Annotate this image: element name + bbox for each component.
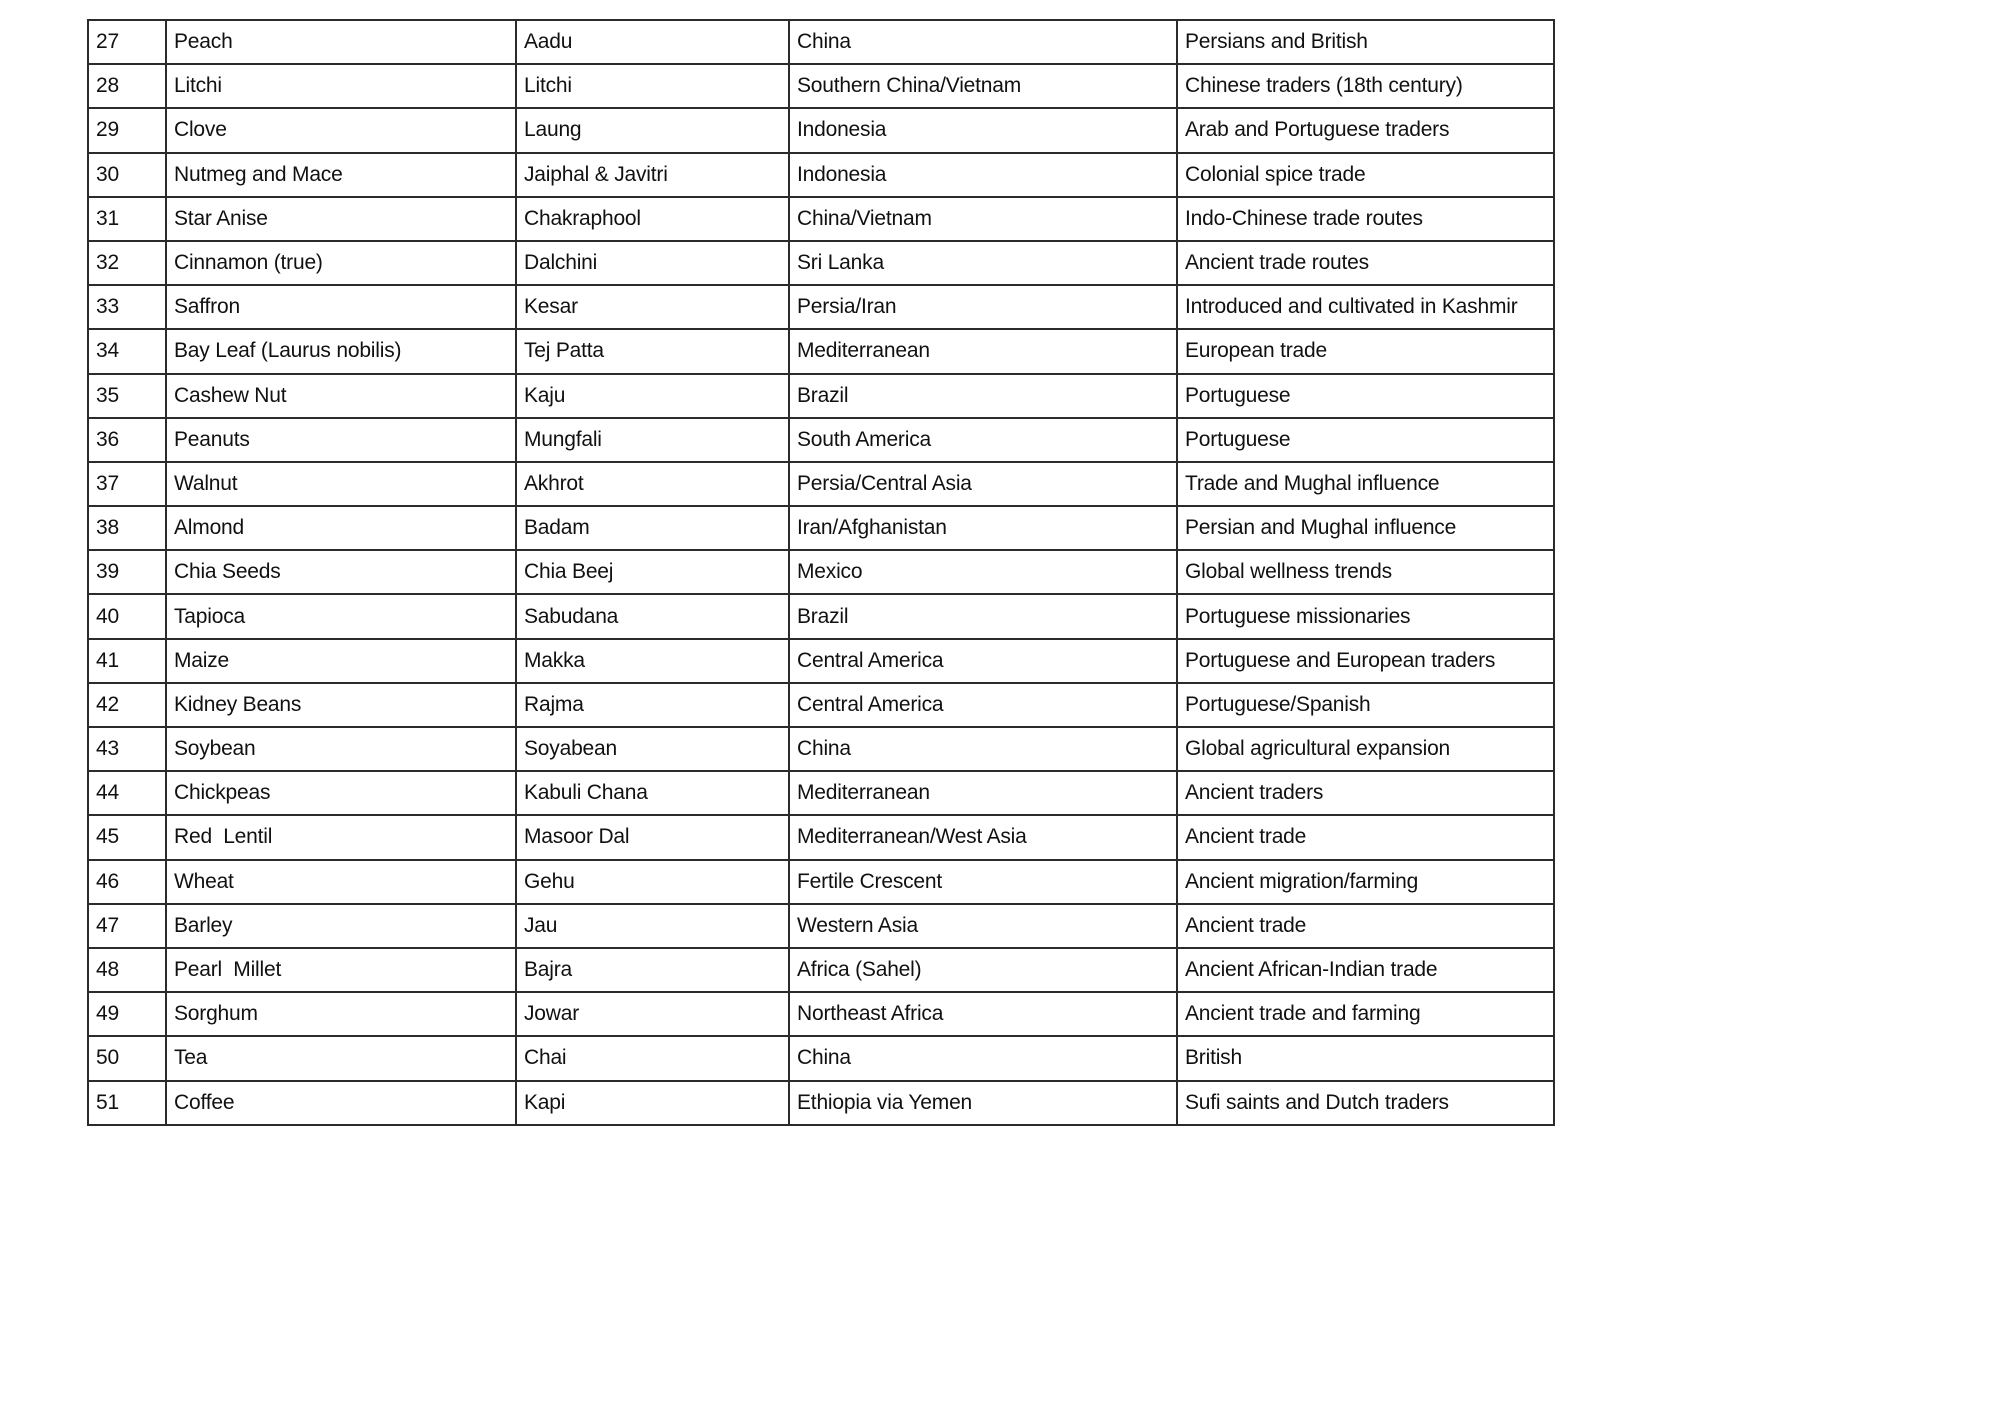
table-row (88, 329, 1554, 373)
crop-name-cell: Walnut (166, 462, 516, 506)
table-row (88, 20, 1554, 64)
crops-table (87, 19, 1555, 1126)
row-number-cell: 34 (88, 329, 166, 373)
origin-cell: China (789, 1036, 1177, 1080)
crop-name-cell: Cinnamon (true) (166, 241, 516, 285)
origin-cell: Persia/Iran (789, 285, 1177, 329)
row-number-cell: 48 (88, 948, 166, 992)
local-name-cell: Jowar (516, 992, 789, 1036)
local-name-cell: Mungfali (516, 418, 789, 462)
table-row (88, 506, 1554, 550)
introduced-by-cell: Global wellness trends (1177, 550, 1554, 594)
crop-name-cell: Wheat (166, 860, 516, 904)
row-number-cell: 27 (88, 20, 166, 64)
origin-cell: Mediterranean (789, 329, 1177, 373)
origin-cell: Persia/Central Asia (789, 462, 1177, 506)
table-row (88, 285, 1554, 329)
introduced-by-cell: Persian and Mughal influence (1177, 506, 1554, 550)
introduced-by-cell: Ancient trade (1177, 815, 1554, 859)
table-row (88, 550, 1554, 594)
table-row (88, 815, 1554, 859)
local-name-cell: Kaju (516, 374, 789, 418)
introduced-by-cell: Ancient migration/farming (1177, 860, 1554, 904)
row-number-cell: 36 (88, 418, 166, 462)
introduced-by-cell: Portuguese/Spanish (1177, 683, 1554, 727)
local-name-cell: Akhrot (516, 462, 789, 506)
origin-cell: Africa (Sahel) (789, 948, 1177, 992)
table-row (88, 64, 1554, 108)
local-name-cell: Laung (516, 108, 789, 152)
origin-cell: Ethiopia via Yemen (789, 1081, 1177, 1125)
origin-cell: Fertile Crescent (789, 860, 1177, 904)
introduced-by-cell: Ancient traders (1177, 771, 1554, 815)
local-name-cell: Jau (516, 904, 789, 948)
local-name-cell: Soyabean (516, 727, 789, 771)
introduced-by-cell: Ancient trade (1177, 904, 1554, 948)
introduced-by-cell: Ancient trade routes (1177, 241, 1554, 285)
table-row (88, 948, 1554, 992)
row-number-cell: 47 (88, 904, 166, 948)
introduced-by-cell: Portuguese and European traders (1177, 639, 1554, 683)
crop-name-cell: Maize (166, 639, 516, 683)
origin-cell: Iran/Afghanistan (789, 506, 1177, 550)
row-number-cell: 49 (88, 992, 166, 1036)
introduced-by-cell: Arab and Portuguese traders (1177, 108, 1554, 152)
table-row (88, 418, 1554, 462)
table-row (88, 727, 1554, 771)
origin-cell: Central America (789, 639, 1177, 683)
row-number-cell: 40 (88, 594, 166, 638)
table-row (88, 860, 1554, 904)
origin-cell: China (789, 727, 1177, 771)
local-name-cell: Tej Patta (516, 329, 789, 373)
introduced-by-cell: Portuguese (1177, 418, 1554, 462)
crop-name-cell: Tapioca (166, 594, 516, 638)
origin-cell: Sri Lanka (789, 241, 1177, 285)
introduced-by-cell: Introduced and cultivated in Kashmir (1177, 285, 1554, 329)
introduced-by-cell: Portuguese missionaries (1177, 594, 1554, 638)
row-number-cell: 35 (88, 374, 166, 418)
crop-name-cell: Bay Leaf (Laurus nobilis) (166, 329, 516, 373)
origin-cell: Indonesia (789, 153, 1177, 197)
row-number-cell: 37 (88, 462, 166, 506)
row-number-cell: 42 (88, 683, 166, 727)
introduced-by-cell: British (1177, 1036, 1554, 1080)
local-name-cell: Litchi (516, 64, 789, 108)
table-row (88, 153, 1554, 197)
introduced-by-cell: Trade and Mughal influence (1177, 462, 1554, 506)
local-name-cell: Chia Beej (516, 550, 789, 594)
row-number-cell: 44 (88, 771, 166, 815)
row-number-cell: 43 (88, 727, 166, 771)
table-row (88, 374, 1554, 418)
crop-name-cell: Almond (166, 506, 516, 550)
row-number-cell: 39 (88, 550, 166, 594)
introduced-by-cell: Portuguese (1177, 374, 1554, 418)
crop-name-cell: Sorghum (166, 992, 516, 1036)
crops-table-body (88, 20, 1554, 1125)
row-number-cell: 31 (88, 197, 166, 241)
local-name-cell: Makka (516, 639, 789, 683)
introduced-by-cell: Sufi saints and Dutch traders (1177, 1081, 1554, 1125)
row-number-cell: 38 (88, 506, 166, 550)
crop-name-cell: Coffee (166, 1081, 516, 1125)
table-row (88, 1036, 1554, 1080)
table-row (88, 904, 1554, 948)
table-row (88, 1081, 1554, 1125)
row-number-cell: 32 (88, 241, 166, 285)
table-row (88, 241, 1554, 285)
origin-cell: China/Vietnam (789, 197, 1177, 241)
introduced-by-cell: Colonial spice trade (1177, 153, 1554, 197)
local-name-cell: Aadu (516, 20, 789, 64)
crop-name-cell: Chia Seeds (166, 550, 516, 594)
local-name-cell: Badam (516, 506, 789, 550)
origin-cell: Mexico (789, 550, 1177, 594)
table-row (88, 594, 1554, 638)
crop-name-cell: Litchi (166, 64, 516, 108)
table-row (88, 462, 1554, 506)
origin-cell: Brazil (789, 594, 1177, 638)
origin-cell: China (789, 20, 1177, 64)
crop-name-cell: Star Anise (166, 197, 516, 241)
crop-name-cell: Barley (166, 904, 516, 948)
local-name-cell: Kabuli Chana (516, 771, 789, 815)
introduced-by-cell: Chinese traders (18th century) (1177, 64, 1554, 108)
crop-name-cell: Red Lentil (166, 815, 516, 859)
row-number-cell: 51 (88, 1081, 166, 1125)
crop-name-cell: Pearl Millet (166, 948, 516, 992)
origin-cell: Brazil (789, 374, 1177, 418)
origin-cell: Mediterranean/West Asia (789, 815, 1177, 859)
crop-name-cell: Nutmeg and Mace (166, 153, 516, 197)
row-number-cell: 33 (88, 285, 166, 329)
origin-cell: Central America (789, 683, 1177, 727)
table-row (88, 639, 1554, 683)
introduced-by-cell: Indo-Chinese trade routes (1177, 197, 1554, 241)
local-name-cell: Chakraphool (516, 197, 789, 241)
crop-name-cell: Kidney Beans (166, 683, 516, 727)
origin-cell: Northeast Africa (789, 992, 1177, 1036)
row-number-cell: 45 (88, 815, 166, 859)
crop-name-cell: Clove (166, 108, 516, 152)
introduced-by-cell: Ancient African-Indian trade (1177, 948, 1554, 992)
introduced-by-cell: Global agricultural expansion (1177, 727, 1554, 771)
row-number-cell: 30 (88, 153, 166, 197)
table-row (88, 197, 1554, 241)
table-row (88, 683, 1554, 727)
local-name-cell: Dalchini (516, 241, 789, 285)
crop-name-cell: Cashew Nut (166, 374, 516, 418)
origin-cell: Southern China/Vietnam (789, 64, 1177, 108)
local-name-cell: Sabudana (516, 594, 789, 638)
introduced-by-cell: Ancient trade and farming (1177, 992, 1554, 1036)
local-name-cell: Kapi (516, 1081, 789, 1125)
local-name-cell: Masoor Dal (516, 815, 789, 859)
local-name-cell: Rajma (516, 683, 789, 727)
local-name-cell: Chai (516, 1036, 789, 1080)
row-number-cell: 41 (88, 639, 166, 683)
origin-cell: Indonesia (789, 108, 1177, 152)
origin-cell: Mediterranean (789, 771, 1177, 815)
crop-name-cell: Peach (166, 20, 516, 64)
crop-name-cell: Soybean (166, 727, 516, 771)
crop-name-cell: Tea (166, 1036, 516, 1080)
row-number-cell: 28 (88, 64, 166, 108)
local-name-cell: Bajra (516, 948, 789, 992)
crop-name-cell: Peanuts (166, 418, 516, 462)
introduced-by-cell: European trade (1177, 329, 1554, 373)
row-number-cell: 29 (88, 108, 166, 152)
table-row (88, 771, 1554, 815)
crop-name-cell: Saffron (166, 285, 516, 329)
row-number-cell: 46 (88, 860, 166, 904)
table-row (88, 108, 1554, 152)
introduced-by-cell: Persians and British (1177, 20, 1554, 64)
local-name-cell: Gehu (516, 860, 789, 904)
local-name-cell: Jaiphal & Javitri (516, 153, 789, 197)
origin-cell: South America (789, 418, 1177, 462)
crop-name-cell: Chickpeas (166, 771, 516, 815)
table-row (88, 992, 1554, 1036)
local-name-cell: Kesar (516, 285, 789, 329)
row-number-cell: 50 (88, 1036, 166, 1080)
origin-cell: Western Asia (789, 904, 1177, 948)
